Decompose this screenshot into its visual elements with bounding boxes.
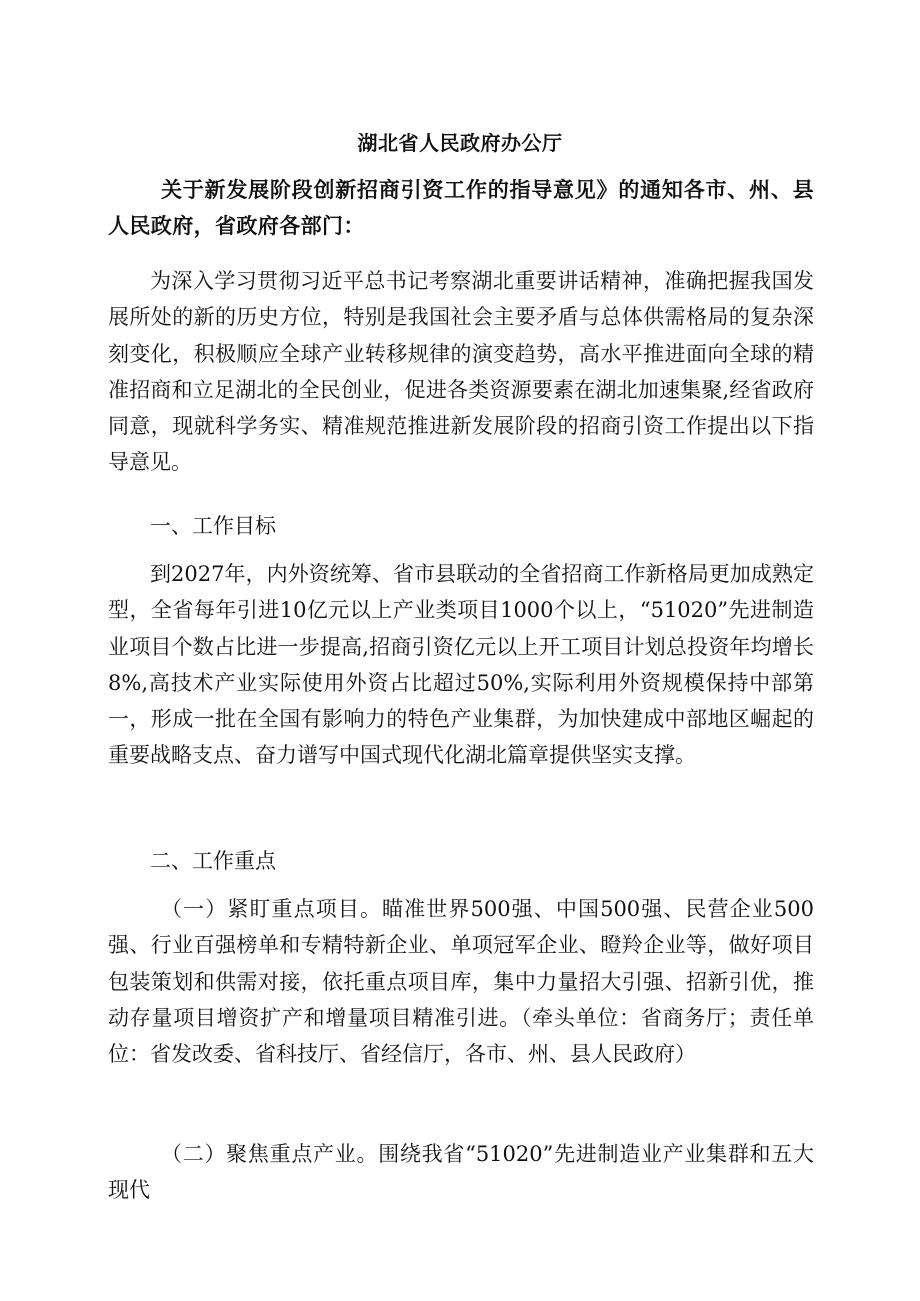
goals-paragraph: 到2027年，内外资统筹、省市县联动的全省招商工作新格局更加成熟定型，全省每年引进10亿元以上产业类项目1000个以上，“51020”先进制造业项目个数占比进一步提高,招商引资亿元以上开工项目计划总投资年均增长8%,高技术产业实际使用外资占比超过50%,实际利用外资规模保持中部第一，形成一批在全国有影响力的特色产业集群，为加快建成中部地区崛起的重要战略支点、奋力谱写中国式现代化湖北篇章提供坚实支撑。 <box>108 562 814 768</box>
section-heading-focus: 二、工作重点 <box>150 849 276 873</box>
section-heading-goals: 一、工作目标 <box>150 514 276 538</box>
focus-item-industries: （二）聚焦重点产业。围绕我省“51020”先进制造业产业集群和五大现代 <box>108 1142 814 1203</box>
document-subject: 关于新发展阶段创新招商引资工作的指导意见》的通知各市、州、县人民政府，省政府各部门： <box>108 177 814 239</box>
focus-item-projects: （一）紧盯重点项目。瞄准世界500强、中国500强、民营企业500强、行业百强榜单和专精特新企业、单项冠军企业、瞪羚企业等，做好项目包装策划和供需对接，依托重点项目库，集中力量招大引强、招新引优，推动存量项目增资扩产和增量项目精准引进。（牵头单位：省商务厅；责任单位：省发改委、省科技厅、省经信厅，各市、州、县人民政府） <box>108 897 814 1067</box>
document-title: 湖北省人民政府办公厅 <box>357 131 563 155</box>
intro-paragraph: 为深入学习贯彻习近平总书记考察湖北重要讲话精神，准确把握我国发展所处的新的历史方位，特别是我国社会主要矛盾与总体供需格局的复杂深刻变化，积极顺应全球产业转移规律的演变趋势，高水平推进面向全球的精准招商和立足湖北的全民创业，促进各类资源要素在湖北加速集聚,经省政府同意，现就科学务实、精准规范推进新发展阶段的招商引资工作提出以下指导意见。 <box>108 269 814 475</box>
